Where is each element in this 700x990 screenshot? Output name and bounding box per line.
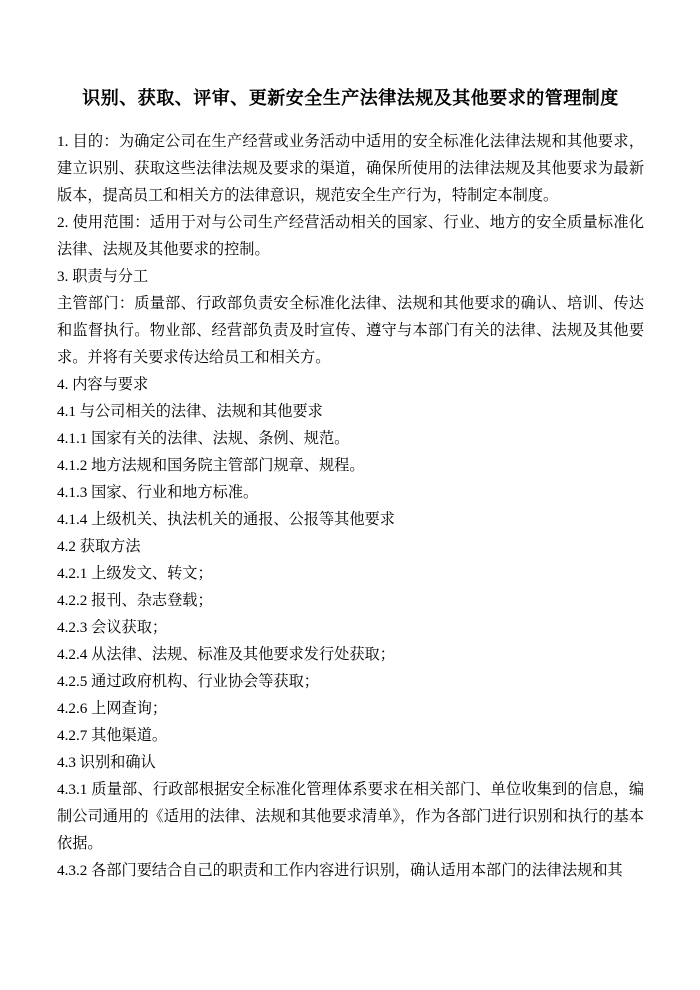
item-4-2-4: 4.2.4 从法律、法规、标准及其他要求发行处获取； — [57, 646, 395, 663]
item-4-1-1: 4.1.1 国家有关的法律、法规、条例、规范。 — [57, 430, 350, 447]
heading-4-2-acquisition-methods: 4.2 获取方法 — [57, 538, 141, 555]
item-4-1-2: 4.1.2 地方法规和国务院主管部门规章、规程。 — [57, 457, 365, 474]
item-4-2-1: 4.2.1 上级发文、转文； — [57, 565, 213, 582]
item-4-1-4: 4.1.4 上级机关、执法机关的通报、公报等其他要求 — [57, 511, 395, 528]
para-responsibilities-detail: 主管部门：质量部、行政部负责安全标准化法律、法规和其他要求的确认、培训、传达和监督执行。物业部、经营部负责及时宣传、遵守与本部门有关的法律、法规及其他要求。并将有关要求传达给员工和相关方。 — [57, 295, 644, 366]
heading-3-responsibilities: 3. 职责与分工 — [57, 268, 149, 285]
item-4-2-6: 4.2.6 上网查询； — [57, 700, 168, 717]
document-title: 识别、获取、评审、更新安全生产法律法规及其他要求的管理制度 — [82, 88, 619, 108]
item-4-2-2: 4.2.2 报刊、杂志登载； — [57, 592, 213, 609]
para-1-purpose: 1. 目的：为确定公司在生产经营或业务活动中适用的安全标准化法律法规和其他要求，建立识别、获取这些法律法规及要求的渠道，确保所使用的法律法规及其他要求为最新版本，提高员工和相关方的法律意识，规范安全生产行为，特制定本制度。 — [57, 133, 644, 204]
item-4-2-3: 4.2.3 会议获取； — [57, 619, 168, 636]
item-4-2-5: 4.2.5 通过政府机构、行业协会等获取； — [57, 673, 319, 690]
para-4-3-1: 4.3.1 质量部、行政部根据安全标准化管理体系要求在相关部门、单位收集到的信息，编制公司通用的《适用的法律、法规和其他要求清单》，作为各部门进行识别和执行的基本依据。 — [57, 781, 644, 852]
heading-4-content-requirements: 4. 内容与要求 — [57, 376, 149, 393]
item-4-1-3: 4.1.3 国家、行业和地方标准。 — [57, 484, 259, 501]
para-2-scope: 2. 使用范围：适用于对与公司生产经营活动相关的国家、行业、地方的安全质量标准化法律、法规及其他要求的控制。 — [57, 214, 644, 258]
item-4-2-7: 4.2.7 其他渠道。 — [57, 727, 168, 744]
heading-4-3-identification-confirmation: 4.3 识别和确认 — [57, 754, 156, 771]
heading-4-1-related-laws: 4.1 与公司相关的法律、法规和其他要求 — [57, 403, 323, 420]
para-4-3-2: 4.3.2 各部门要结合自己的职责和工作内容进行识别，确认适用本部门的法律法规和其 — [57, 862, 623, 879]
